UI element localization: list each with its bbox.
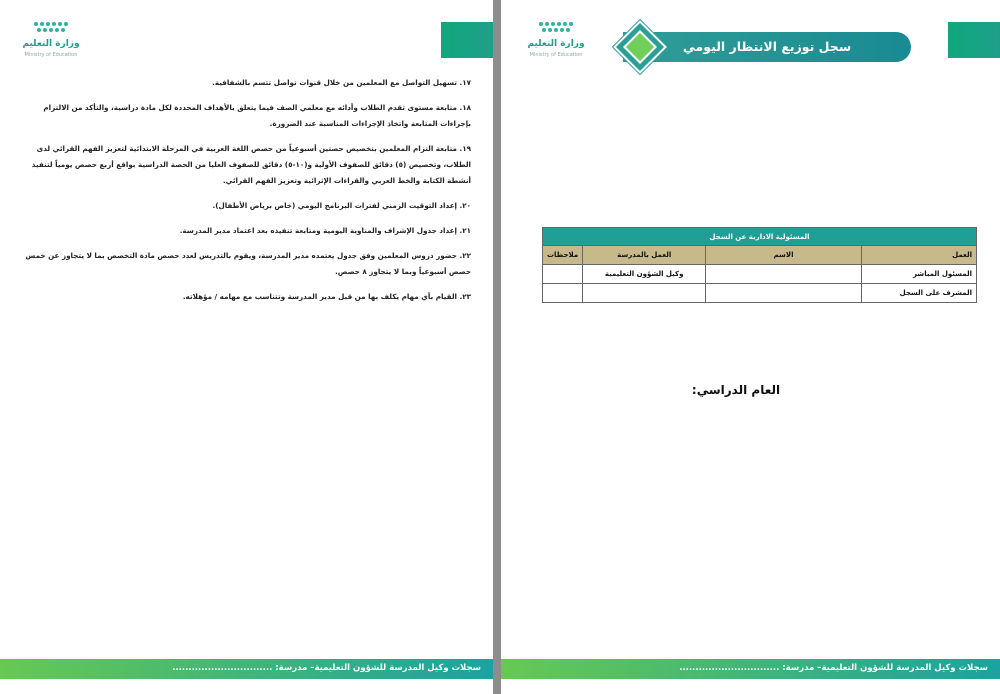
diamond-icon: [617, 24, 665, 72]
list-item: ١٧. تسهيل التواصل مع المعلمين من خلال قنوات تواصل تتسم بالشفافية.: [212, 78, 471, 87]
logo-arabic-text: وزارة التعليم: [22, 39, 80, 49]
table-header-row: [543, 246, 977, 265]
table-row: [543, 284, 977, 303]
table-cell: [543, 284, 583, 303]
academic-year-label: العام الدراسي:: [691, 383, 781, 397]
table-cell: [706, 265, 862, 284]
document-page-right: [501, 0, 1000, 694]
list-item: ١٨. متابعة مستوى تقدم الطلاب وأدائه مع معلمي الصف فيما يتعلق بالأهداف المحددة لكل مادة دراسية، والتأكد من الالتزام بإجراءات المتابعة واتخاذ الإجراءات المناسبة عند الضرورة.: [43, 103, 471, 128]
page-title: سجل توزيع الانتظار اليومي: [682, 39, 852, 54]
logo-dots-icon: [539, 22, 573, 36]
ministry-logo: [521, 22, 591, 62]
list-item: ١٩. متابعة التزام المعلمين بتخصيص حصتين أسبوعياً من حصص اللغة العربية في المرحلة الابتدائية لتعزيز الفهم القرائي لدى الطلاب، وتخصيص (٥) دقائق للصفوف الأولية و(١٠-٥) دقائق للصفوف العليا من الحصة الدراسية بواقع أربع حصص يومياً لتنفيذ أنشطة الكتابة والخط العربي والقراءات الإثرائية وتعزيز الفهم القرائي.: [31, 144, 471, 185]
list-item: ٢١. إعداد جدول الإشراف والمناوبة اليومية ومتابعة تنفيذه بعد اعتماد مدير المدرسة.: [179, 226, 471, 235]
table-caption: المسئولية الادارية عن السجل: [543, 228, 977, 246]
table-row: [543, 265, 977, 284]
corner-accent-bar: [948, 22, 1000, 58]
corner-accent-bar: [441, 22, 493, 58]
logo-english-text: Ministry of Education: [529, 52, 583, 58]
responsibility-table: [542, 227, 977, 303]
header-notes: ملاحظات: [543, 246, 583, 265]
table-cell: المشرف على السجل: [861, 284, 976, 303]
list-item: ٢٣. القيام بأي مهام يكلف بها من قبل مدير المدرسة وتتناسب مع مهامه / مؤهلاته.: [182, 292, 471, 301]
responsibilities-list: [16, 75, 471, 314]
table-cell: [543, 265, 583, 284]
table-cell: [583, 284, 706, 303]
page-footer: [0, 659, 493, 679]
logo-dots-icon: [34, 22, 68, 36]
table-cell: وكيل الشؤون التعليمية: [583, 265, 706, 284]
document-page-left: [0, 0, 493, 694]
logo-english-text: Ministry of Education: [24, 52, 78, 58]
list-item: ٢٢. حضور دروس المعلمين وفق جدول يعتمده مدير المدرسة، ويقوم بالتدريس لعدد حصص مادة التخصص بما لا يتجاوز عن خمس حصص أسبوعياً وبما لا يتجاوز ٨ حصص.: [25, 251, 471, 276]
footer-text: سجلات وكيل المدرسة للشؤون التعليمية– مدرسة: ...............................: [679, 663, 988, 673]
header-name: الاسم: [706, 246, 862, 265]
logo-arabic-text: وزارة التعليم: [527, 39, 585, 49]
list-item: ٢٠. إعداد التوقيت الزمني لفترات البرنامج اليومي (خاص برياض الأطفال).: [212, 201, 471, 210]
ministry-logo: [16, 22, 86, 62]
footer-text: سجلات وكيل المدرسة للشؤون التعليمية– مدرسة: ...............................: [172, 663, 481, 673]
page-footer: [501, 659, 1000, 679]
header-school-job: العمل بالمدرسة: [583, 246, 706, 265]
table-cell: [706, 284, 862, 303]
header-role: العمل: [861, 246, 976, 265]
table-cell: المسئول المباشر: [861, 265, 976, 284]
